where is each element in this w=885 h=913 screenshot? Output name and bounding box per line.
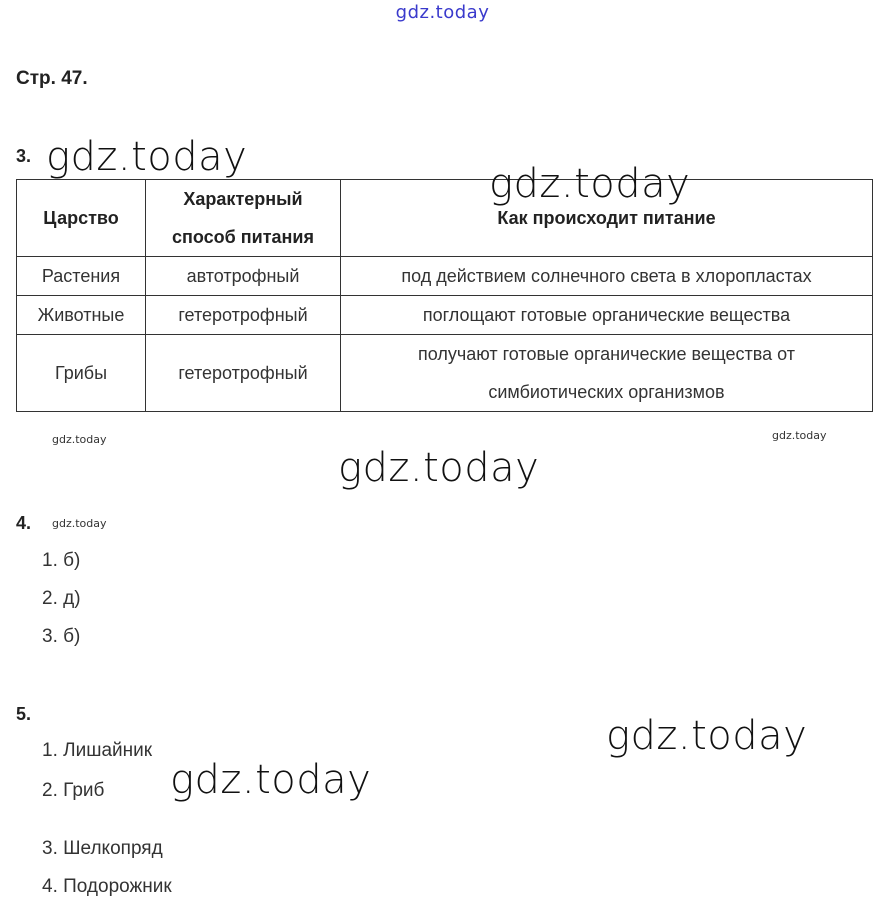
table-cell: гетеротрофный <box>146 335 341 412</box>
list-item: 4. Подорожник <box>42 876 172 897</box>
list-item: 1. б) <box>42 550 81 571</box>
watermark-top: gdz.today <box>395 2 490 23</box>
table-cell: Растения <box>17 257 146 296</box>
nutrition-table <box>16 179 873 412</box>
watermark-big-2: gdz.today <box>489 161 691 207</box>
table-header-process: Как происходит питание <box>341 180 873 257</box>
list-item: 2. Гриб <box>42 780 105 801</box>
table-row <box>17 257 873 296</box>
table-cell: гетеротрофный <box>146 296 341 335</box>
section-5-number: 5. <box>16 704 32 724</box>
page-title: Стр. 47. <box>16 68 88 89</box>
table-cell: поглощают готовые органические вещества <box>341 296 873 335</box>
table-row <box>17 335 873 412</box>
watermark-big-4: gdz.today <box>606 713 808 759</box>
table-cell: под действием солнечного света в хлоропластах <box>341 257 873 296</box>
list-item: 3. Шелкопряд <box>42 838 163 859</box>
table-row <box>17 296 873 335</box>
watermark-big-5: gdz.today <box>170 757 372 803</box>
table-header-kingdom: Царство <box>17 180 146 257</box>
table-cell: автотрофный <box>146 257 341 296</box>
table-cell: Грибы <box>17 335 146 412</box>
watermark-big-1: gdz.today <box>46 134 248 180</box>
list-item: 1. Лишайник <box>42 740 153 761</box>
list-item: 3. б) <box>42 626 81 647</box>
section-3-number: 3. <box>16 146 32 166</box>
watermark-small-1: gdz.today <box>52 433 107 446</box>
table-header-method: Характерный способ питания <box>146 180 341 257</box>
watermark-big-3: gdz.today <box>338 445 540 491</box>
table-cell: получают готовые органические вещества от симбиотических организмов <box>341 335 873 412</box>
watermark-small-2: gdz.today <box>772 429 827 442</box>
section-4-number: 4. <box>16 513 32 533</box>
table-header-row <box>17 180 873 257</box>
table-cell: Животные <box>17 296 146 335</box>
list-item: 2. д) <box>42 588 81 609</box>
watermark-small-3: gdz.today <box>52 517 107 530</box>
